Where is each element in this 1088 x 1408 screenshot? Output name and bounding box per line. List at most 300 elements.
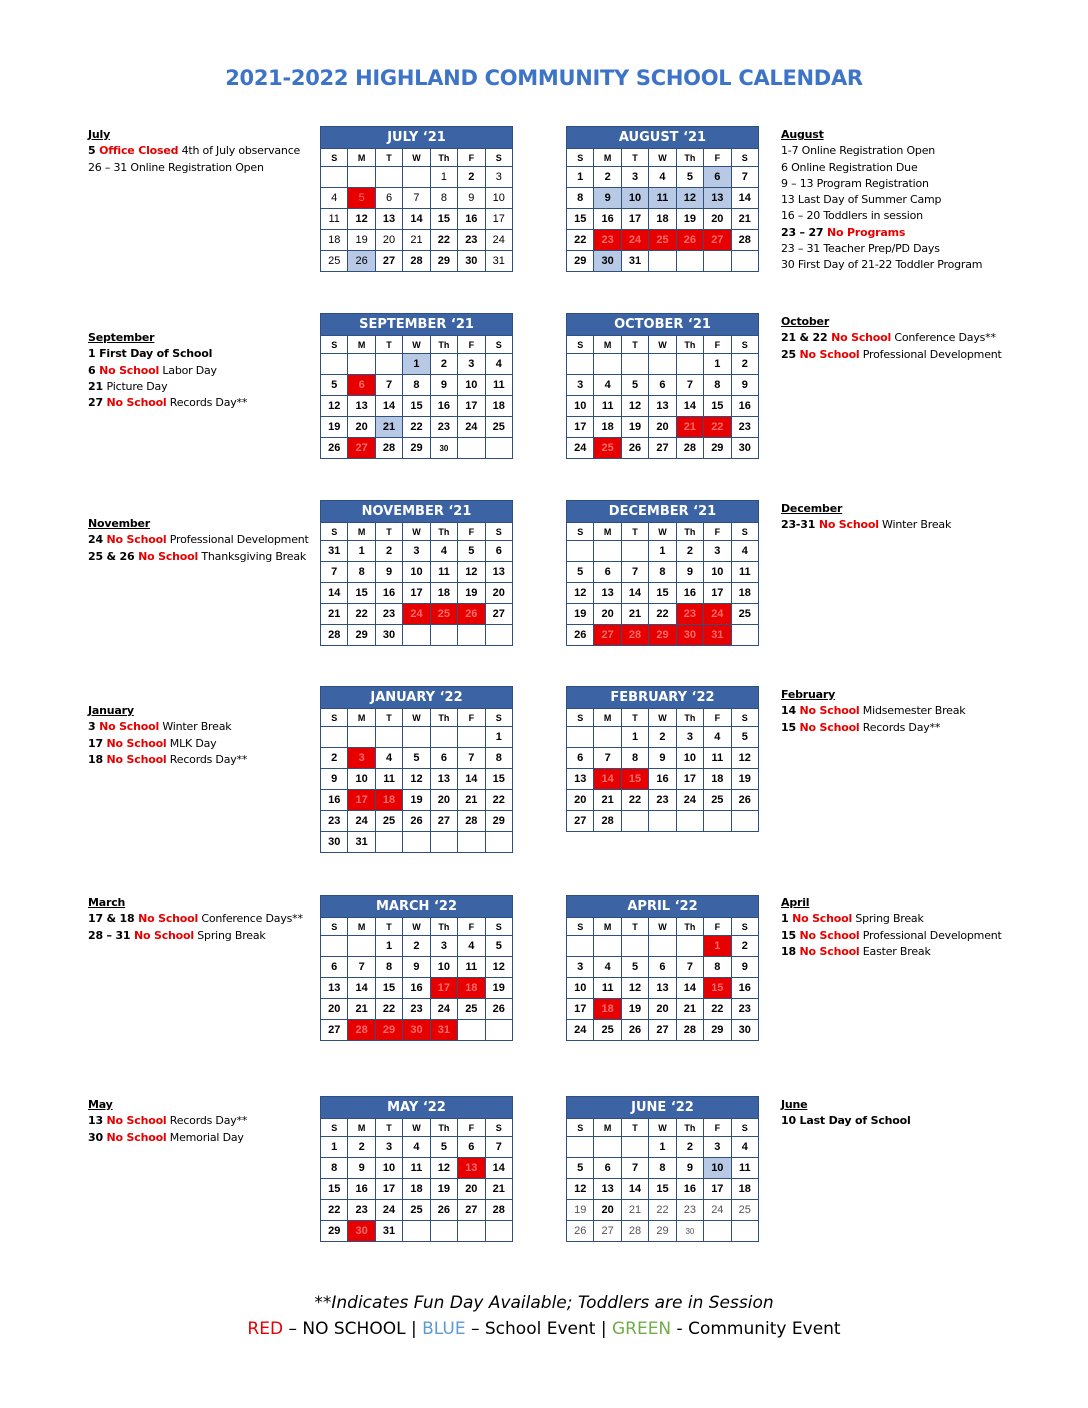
day-cell: 17 bbox=[375, 1179, 402, 1200]
day-cell: 8 bbox=[403, 375, 430, 396]
day-cell: 10 bbox=[430, 957, 457, 978]
day-cell: 2 bbox=[348, 1137, 375, 1158]
month-title: AUGUST ‘21 bbox=[567, 127, 759, 149]
day-cell: 27 bbox=[649, 438, 676, 459]
day-cell: 12 bbox=[430, 1158, 457, 1179]
weekday-header: W bbox=[649, 523, 676, 541]
day-cell: 7 bbox=[676, 375, 703, 396]
day-cell: 15 bbox=[348, 583, 375, 604]
page-title: 2021-2022 HIGHLAND COMMUNITY SCHOOL CALENDAR bbox=[225, 66, 863, 90]
day-cell: 26 bbox=[676, 230, 703, 251]
day-cell: 16 bbox=[348, 1179, 375, 1200]
weekday-header: Th bbox=[676, 918, 703, 936]
day-cell: 25 bbox=[649, 230, 676, 251]
empty-day-cell bbox=[567, 1137, 594, 1158]
note-line bbox=[88, 719, 247, 735]
empty-day-cell bbox=[649, 936, 676, 957]
empty-day-cell bbox=[403, 832, 430, 853]
day-cell: 4 bbox=[731, 1137, 758, 1158]
day-cell: 16 bbox=[731, 978, 758, 999]
day-cell: 13 bbox=[567, 769, 594, 790]
empty-day-cell bbox=[567, 727, 594, 748]
day-cell: 7 bbox=[375, 375, 402, 396]
day-cell: 2 bbox=[375, 541, 402, 562]
day-cell: 30 bbox=[375, 625, 402, 646]
day-cell: 11 bbox=[321, 209, 348, 230]
day-cell: 7 bbox=[485, 1137, 512, 1158]
weekday-header: M bbox=[594, 1119, 621, 1137]
day-cell: 11 bbox=[430, 562, 457, 583]
day-cell: 15 bbox=[430, 209, 457, 230]
day-cell: 16 bbox=[430, 396, 457, 417]
day-cell: 24 bbox=[430, 999, 457, 1020]
note-text: 5 bbox=[88, 144, 100, 158]
day-cell: 1 bbox=[403, 354, 430, 375]
day-cell: 16 bbox=[403, 978, 430, 999]
day-cell: 27 bbox=[458, 1200, 485, 1221]
day-cell: 2 bbox=[649, 727, 676, 748]
day-cell: 24 bbox=[704, 1200, 731, 1221]
day-cell: 22 bbox=[621, 790, 648, 811]
fun-day-note: **Indicates Fun Day Available; Toddlers are in Session bbox=[314, 1293, 774, 1313]
notes-heading: September bbox=[88, 331, 155, 344]
day-cell: 26 bbox=[731, 790, 758, 811]
note-line bbox=[781, 944, 1002, 960]
month-calendar bbox=[320, 500, 513, 646]
note-text: 13 Last Day of Summer Camp bbox=[781, 193, 942, 207]
day-cell: 28 bbox=[485, 1200, 512, 1221]
day-cell: 23 bbox=[731, 999, 758, 1020]
note-line bbox=[781, 720, 965, 736]
day-cell: 17 bbox=[676, 769, 703, 790]
day-cell: 15 bbox=[649, 583, 676, 604]
day-cell: 17 bbox=[621, 209, 648, 230]
day-cell: 28 bbox=[594, 811, 621, 832]
weekday-header: S bbox=[321, 709, 348, 727]
day-cell: 17 bbox=[458, 396, 485, 417]
note-text: 25 & 26 bbox=[88, 549, 139, 563]
note-text: 10 Last Day of School bbox=[781, 1114, 911, 1128]
empty-day-cell bbox=[485, 625, 512, 646]
day-cell: 12 bbox=[621, 978, 648, 999]
day-cell: 24 bbox=[676, 790, 703, 811]
empty-day-cell bbox=[321, 727, 348, 748]
empty-day-cell bbox=[348, 936, 375, 957]
day-cell: 15 bbox=[321, 1179, 348, 1200]
day-cell: 29 bbox=[403, 438, 430, 459]
weekday-header: S bbox=[731, 709, 758, 727]
legend-green-label: GREEN bbox=[611, 1319, 672, 1339]
notes-august bbox=[781, 127, 982, 274]
day-cell: 15 bbox=[375, 978, 402, 999]
day-cell: 25 bbox=[704, 790, 731, 811]
empty-day-cell bbox=[321, 167, 348, 188]
day-cell: 31 bbox=[485, 251, 512, 272]
no-school-label: No School bbox=[106, 396, 167, 410]
day-cell: 13 bbox=[458, 1158, 485, 1179]
day-cell: 18 bbox=[704, 769, 731, 790]
note-text: 1 bbox=[781, 912, 793, 926]
note-text: Conference Days** bbox=[198, 912, 303, 926]
day-cell: 28 bbox=[731, 230, 758, 251]
day-cell: 6 bbox=[649, 375, 676, 396]
weekday-header: T bbox=[375, 918, 402, 936]
note-line bbox=[781, 517, 951, 533]
note-line bbox=[88, 395, 247, 411]
notes-november bbox=[88, 516, 309, 565]
no-school-label: No School bbox=[138, 912, 199, 926]
day-cell: 23 bbox=[676, 604, 703, 625]
day-cell: 19 bbox=[731, 769, 758, 790]
day-cell: 3 bbox=[621, 167, 648, 188]
day-cell: 5 bbox=[403, 748, 430, 769]
day-cell: 19 bbox=[403, 790, 430, 811]
notes-heading: January bbox=[88, 704, 134, 717]
note-text: 30 bbox=[88, 1130, 107, 1144]
day-cell: 23 bbox=[731, 417, 758, 438]
day-cell: 10 bbox=[567, 396, 594, 417]
day-cell: 24 bbox=[567, 438, 594, 459]
day-cell: 26 bbox=[458, 604, 485, 625]
day-cell: 22 bbox=[704, 417, 731, 438]
weekday-header: W bbox=[403, 709, 430, 727]
day-cell: 29 bbox=[375, 1020, 402, 1041]
empty-day-cell bbox=[403, 625, 430, 646]
day-cell: 29 bbox=[704, 438, 731, 459]
day-cell: 28 bbox=[458, 811, 485, 832]
day-cell: 28 bbox=[676, 1020, 703, 1041]
day-cell: 5 bbox=[430, 1137, 457, 1158]
note-line bbox=[781, 257, 982, 273]
day-cell: 8 bbox=[567, 188, 594, 209]
no-school-label: No School bbox=[99, 720, 160, 734]
note-text: Records Day** bbox=[859, 720, 941, 734]
day-cell: 19 bbox=[348, 230, 375, 251]
month-title: MAY ‘22 bbox=[321, 1097, 513, 1119]
day-cell: 26 bbox=[430, 1200, 457, 1221]
note-text: 21 & 22 bbox=[781, 331, 832, 345]
weekday-header: S bbox=[321, 149, 348, 167]
day-cell: 20 bbox=[321, 999, 348, 1020]
day-cell: 12 bbox=[485, 957, 512, 978]
day-cell: 29 bbox=[430, 251, 457, 272]
no-school-label: No School bbox=[106, 1114, 167, 1128]
notes-heading: June bbox=[781, 1098, 808, 1111]
day-cell: 5 bbox=[731, 727, 758, 748]
weekday-header: W bbox=[403, 1119, 430, 1137]
note-text: Winter Break bbox=[159, 720, 232, 734]
day-cell: 17 bbox=[485, 209, 512, 230]
day-cell: 7 bbox=[403, 188, 430, 209]
day-cell: 14 bbox=[621, 583, 648, 604]
day-cell: 19 bbox=[321, 417, 348, 438]
day-cell: 24 bbox=[458, 417, 485, 438]
legend-blue-text: – School Event | bbox=[465, 1319, 612, 1339]
day-cell: 21 bbox=[621, 604, 648, 625]
day-cell: 28 bbox=[403, 251, 430, 272]
day-cell: 14 bbox=[348, 978, 375, 999]
weekday-header: S bbox=[485, 523, 512, 541]
day-cell: 19 bbox=[676, 209, 703, 230]
note-text: Easter Break bbox=[859, 944, 931, 958]
empty-day-cell bbox=[430, 727, 457, 748]
weekday-header: Th bbox=[430, 336, 457, 354]
empty-day-cell bbox=[676, 251, 703, 272]
day-cell: 25 bbox=[458, 999, 485, 1020]
day-cell: 10 bbox=[458, 375, 485, 396]
day-cell: 27 bbox=[375, 251, 402, 272]
note-line bbox=[781, 241, 982, 257]
day-cell: 20 bbox=[485, 583, 512, 604]
day-cell: 17 bbox=[430, 978, 457, 999]
note-text: Memorial Day bbox=[166, 1130, 244, 1144]
empty-day-cell bbox=[458, 625, 485, 646]
day-cell: 18 bbox=[594, 999, 621, 1020]
weekday-header: S bbox=[567, 918, 594, 936]
day-cell: 14 bbox=[731, 188, 758, 209]
month-title: JUNE ‘22 bbox=[567, 1097, 759, 1119]
note-text: 30 First Day of 21-22 Toddler Program bbox=[781, 258, 983, 272]
empty-day-cell bbox=[704, 1221, 731, 1242]
day-cell: 6 bbox=[567, 748, 594, 769]
day-cell: 28 bbox=[621, 625, 648, 646]
empty-day-cell bbox=[621, 541, 648, 562]
note-text: 17 bbox=[88, 736, 107, 750]
note-text: Spring Break bbox=[193, 928, 266, 942]
day-cell: 27 bbox=[567, 811, 594, 832]
month-title: APRIL ‘22 bbox=[567, 896, 759, 918]
empty-day-cell bbox=[594, 541, 621, 562]
day-cell: 10 bbox=[704, 562, 731, 583]
day-cell: 4 bbox=[485, 354, 512, 375]
note-line bbox=[781, 192, 982, 208]
note-text: 18 bbox=[781, 944, 800, 958]
day-cell: 24 bbox=[621, 230, 648, 251]
day-cell: 8 bbox=[348, 562, 375, 583]
empty-day-cell bbox=[704, 811, 731, 832]
day-cell: 14 bbox=[485, 1158, 512, 1179]
day-cell: 10 bbox=[348, 769, 375, 790]
day-cell: 4 bbox=[458, 936, 485, 957]
weekday-header: M bbox=[348, 336, 375, 354]
note-line bbox=[88, 1130, 247, 1146]
notes-february bbox=[781, 687, 965, 736]
day-cell: 4 bbox=[594, 375, 621, 396]
day-cell: 6 bbox=[649, 957, 676, 978]
weekday-header: F bbox=[458, 523, 485, 541]
no-school-label: No School bbox=[799, 347, 860, 361]
weekday-header: F bbox=[704, 336, 731, 354]
day-cell: 24 bbox=[704, 604, 731, 625]
day-cell: 13 bbox=[348, 396, 375, 417]
empty-day-cell bbox=[485, 832, 512, 853]
month-title: NOVEMBER ‘21 bbox=[321, 501, 513, 523]
month-calendar bbox=[566, 500, 759, 646]
month-calendar bbox=[320, 895, 513, 1041]
day-cell: 24 bbox=[348, 811, 375, 832]
day-cell: 17 bbox=[403, 583, 430, 604]
no-school-label: No School bbox=[106, 736, 167, 750]
day-cell: 16 bbox=[321, 790, 348, 811]
month-calendar bbox=[566, 895, 759, 1041]
weekday-header: M bbox=[348, 523, 375, 541]
weekday-header: Th bbox=[676, 149, 703, 167]
note-text: Professional Development bbox=[859, 347, 1002, 361]
notes-heading: July bbox=[88, 128, 111, 141]
day-cell: 4 bbox=[704, 727, 731, 748]
day-cell: 20 bbox=[458, 1179, 485, 1200]
day-cell: 14 bbox=[375, 396, 402, 417]
weekday-header: S bbox=[485, 336, 512, 354]
note-text: 15 bbox=[781, 720, 800, 734]
notes-heading: October bbox=[781, 315, 830, 328]
day-cell: 1 bbox=[704, 936, 731, 957]
day-cell: 5 bbox=[621, 375, 648, 396]
note-text: Thanksgiving Break bbox=[198, 549, 307, 563]
weekday-header: Th bbox=[676, 336, 703, 354]
day-cell: 25 bbox=[594, 438, 621, 459]
day-cell: 20 bbox=[704, 209, 731, 230]
day-cell: 26 bbox=[567, 625, 594, 646]
note-text: 13 bbox=[88, 1114, 107, 1128]
day-cell: 29 bbox=[567, 251, 594, 272]
empty-day-cell bbox=[458, 832, 485, 853]
no-school-label: No Programs bbox=[827, 225, 906, 239]
day-cell: 27 bbox=[594, 625, 621, 646]
day-cell: 31 bbox=[348, 832, 375, 853]
day-cell: 27 bbox=[430, 811, 457, 832]
day-cell: 29 bbox=[348, 625, 375, 646]
empty-day-cell bbox=[567, 541, 594, 562]
month-calendar bbox=[566, 313, 759, 459]
day-cell: 13 bbox=[649, 396, 676, 417]
day-cell: 2 bbox=[731, 936, 758, 957]
day-cell: 8 bbox=[649, 562, 676, 583]
weekday-header: Th bbox=[676, 523, 703, 541]
month-title: JULY ‘21 bbox=[321, 127, 513, 149]
day-cell: 9 bbox=[321, 769, 348, 790]
weekday-header: M bbox=[594, 149, 621, 167]
empty-day-cell bbox=[403, 167, 430, 188]
notes-june bbox=[781, 1097, 911, 1130]
notes-january bbox=[88, 703, 247, 768]
weekday-header: M bbox=[348, 709, 375, 727]
weekday-header: F bbox=[704, 149, 731, 167]
day-cell: 7 bbox=[621, 562, 648, 583]
day-cell: 25 bbox=[321, 251, 348, 272]
day-cell: 9 bbox=[348, 1158, 375, 1179]
weekday-header: S bbox=[731, 523, 758, 541]
empty-day-cell bbox=[621, 936, 648, 957]
day-cell: 3 bbox=[458, 354, 485, 375]
note-text: 27 bbox=[88, 396, 107, 410]
day-cell: 23 bbox=[348, 1200, 375, 1221]
day-cell: 9 bbox=[731, 957, 758, 978]
note-line bbox=[781, 703, 965, 719]
day-cell: 12 bbox=[731, 748, 758, 769]
no-school-label: No School bbox=[138, 549, 199, 563]
day-cell: 9 bbox=[649, 748, 676, 769]
day-cell: 11 bbox=[594, 978, 621, 999]
weekday-header: S bbox=[485, 1119, 512, 1137]
day-cell: 24 bbox=[485, 230, 512, 251]
weekday-header: M bbox=[348, 918, 375, 936]
day-cell: 6 bbox=[348, 375, 375, 396]
day-cell: 21 bbox=[731, 209, 758, 230]
day-cell: 1 bbox=[704, 354, 731, 375]
day-cell: 27 bbox=[485, 604, 512, 625]
note-text: 14 bbox=[781, 704, 800, 718]
day-cell: 8 bbox=[621, 748, 648, 769]
empty-day-cell bbox=[430, 625, 457, 646]
day-cell: 20 bbox=[430, 790, 457, 811]
legend-blue-label: BLUE bbox=[422, 1319, 466, 1339]
note-text: 23 – 27 bbox=[781, 225, 828, 239]
day-cell: 2 bbox=[458, 167, 485, 188]
day-cell: 22 bbox=[649, 604, 676, 625]
day-cell: 9 bbox=[458, 188, 485, 209]
day-cell: 24 bbox=[375, 1200, 402, 1221]
empty-day-cell bbox=[594, 936, 621, 957]
month-calendar bbox=[320, 126, 513, 272]
day-cell: 8 bbox=[375, 957, 402, 978]
day-cell: 1 bbox=[649, 1137, 676, 1158]
notes-december bbox=[781, 501, 951, 534]
day-cell: 8 bbox=[704, 957, 731, 978]
day-cell: 10 bbox=[375, 1158, 402, 1179]
note-text: 21 bbox=[88, 379, 107, 393]
day-cell: 18 bbox=[458, 978, 485, 999]
note-text: 3 bbox=[88, 720, 100, 734]
day-cell: 19 bbox=[621, 417, 648, 438]
day-cell: 20 bbox=[594, 604, 621, 625]
day-cell: 11 bbox=[485, 375, 512, 396]
day-cell: 16 bbox=[676, 583, 703, 604]
day-cell: 23 bbox=[430, 417, 457, 438]
day-cell: 26 bbox=[621, 1020, 648, 1041]
day-cell: 19 bbox=[567, 1200, 594, 1221]
day-cell: 28 bbox=[676, 438, 703, 459]
day-cell: 6 bbox=[430, 748, 457, 769]
day-cell: 26 bbox=[321, 438, 348, 459]
note-line bbox=[781, 911, 1002, 927]
day-cell: 23 bbox=[676, 1200, 703, 1221]
day-cell: 22 bbox=[485, 790, 512, 811]
day-cell: 2 bbox=[676, 1137, 703, 1158]
weekday-header: Th bbox=[430, 149, 457, 167]
day-cell: 22 bbox=[430, 230, 457, 251]
empty-day-cell bbox=[485, 1020, 512, 1041]
month-calendar bbox=[320, 686, 513, 853]
weekday-header: S bbox=[567, 336, 594, 354]
day-cell: 30 bbox=[430, 438, 457, 459]
day-cell: 30 bbox=[594, 251, 621, 272]
note-text: Professional Development bbox=[859, 928, 1002, 942]
day-cell: 27 bbox=[594, 1221, 621, 1242]
day-cell: 10 bbox=[567, 978, 594, 999]
day-cell: 18 bbox=[731, 1179, 758, 1200]
empty-day-cell bbox=[704, 251, 731, 272]
weekday-header: S bbox=[485, 709, 512, 727]
day-cell: 1 bbox=[430, 167, 457, 188]
empty-day-cell bbox=[594, 1137, 621, 1158]
notes-september bbox=[88, 330, 247, 411]
no-school-label: No School bbox=[818, 518, 879, 532]
day-cell: 18 bbox=[403, 1179, 430, 1200]
day-cell: 2 bbox=[676, 541, 703, 562]
day-cell: 12 bbox=[348, 209, 375, 230]
month-title: MARCH ‘22 bbox=[321, 896, 513, 918]
